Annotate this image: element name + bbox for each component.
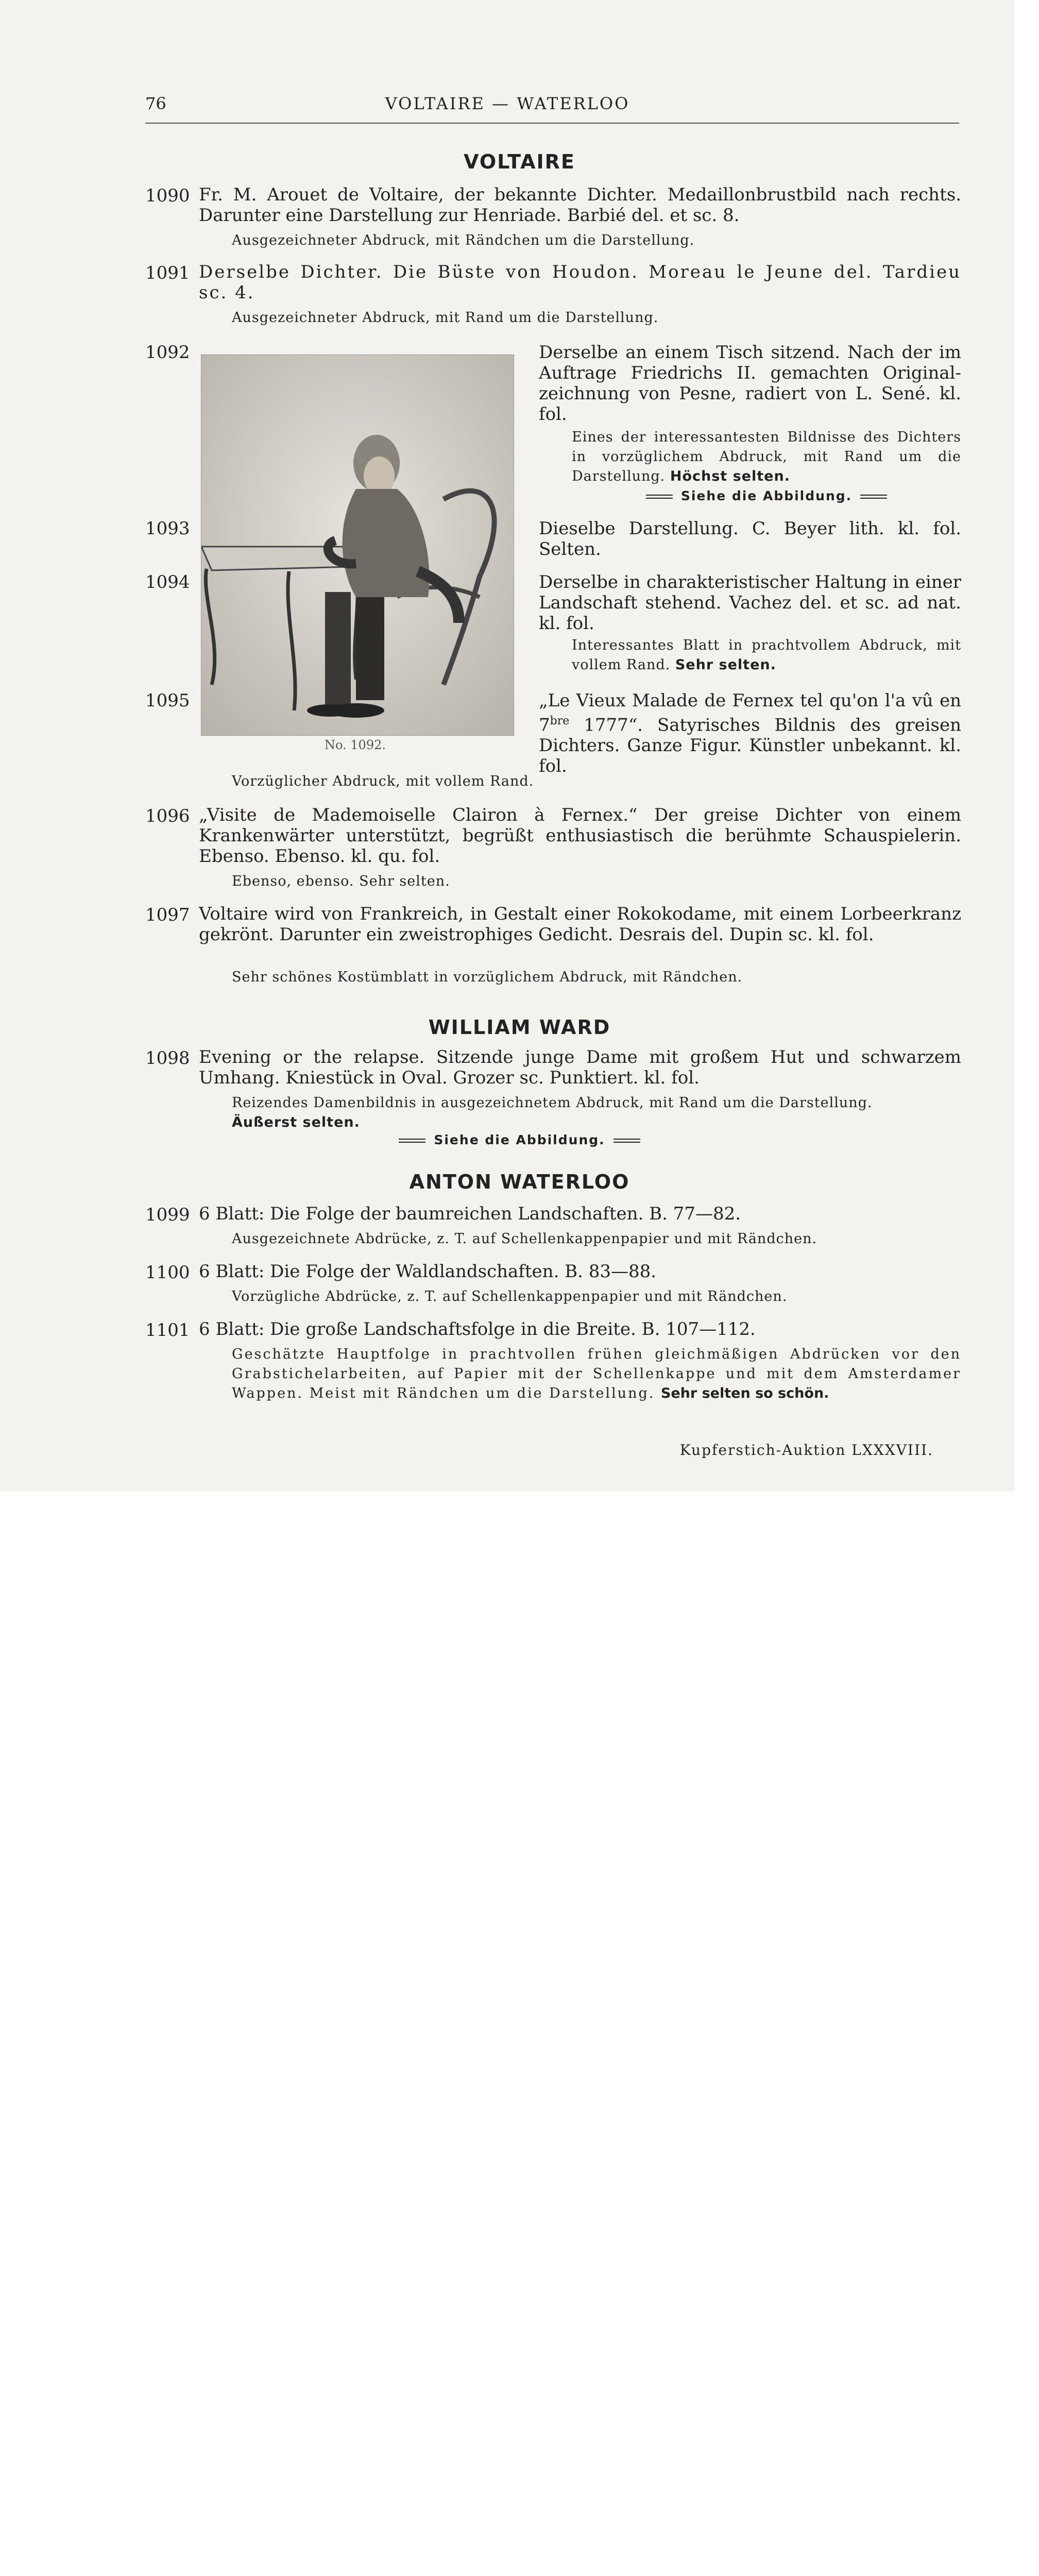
lot-note [572,428,961,486]
lot-description: Dieselbe Darstellung. C. Beyer lith. kl. fol. Selten. [539,518,961,560]
lot-note: Vorzüglicher Abdruck, mit vollem Rand. [232,773,534,789]
section-heading-waterloo: ANTON WATERLOO [409,1171,630,1193]
lot-note-text: Geschätzte Hauptfolge in prachtvollen frühen gleichmäßigen Abdrücken vor den Grabstichelarbeiten, auf Papier mit der Schellenkappe und mit dem Amsterdamer Wappen. Meist mit Rändchen um die Darstellung. [232,1346,961,1401]
header-rule [145,123,959,124]
lot-number: 1101 [145,1320,190,1341]
lot-number: 1094 [145,572,190,592]
catalog-signature: Kupferstich-Auktion LXXXVIII. [679,1442,933,1459]
lot-number: 1095 [145,690,190,711]
plate-caption: No. 1092. [325,738,386,752]
see-illustration-note [572,488,961,503]
lot-description: 6 Blatt: Die große Landschaftsfolge in die Breite. B. 107—112. [199,1319,756,1340]
lot-description [539,690,961,776]
lot-description-part: 1777“. Satyrisches Bildnis des greisen Dichters. Ganze Figur. Künstler unbekannt. kl. fol. [539,715,961,777]
rarity-note: Äußerst selten. [232,1114,360,1130]
digitization-footer [0,1492,1039,1579]
lot-number: 1097 [145,905,190,925]
lot-note: Sehr schönes Kostümblatt in vorzüglichem Abdruck, mit Rändchen. [232,969,743,985]
page-number: 76 [145,94,166,113]
lot-number: 1092 [145,342,190,363]
lot-number: 1093 [145,518,190,539]
double-rule [646,495,673,499]
double-rule [614,1139,640,1143]
lot-description: Derselbe in charakteristischer Haltung in einer Landschaft stehend. Vachez del. et sc. ad nat. kl. fol. [539,572,961,634]
lot-description: Derselbe an einem Tisch sitzend. Nach der im Auftrage Friedrichs II. gemachten Originalzeichnung von Pesne, radiert von L. Sené. kl. fol. [539,342,961,425]
section-heading-voltaire: VOLTAIRE [464,150,575,173]
lot-number: 1096 [145,806,190,826]
lot-description-part: „Le Vieux Malade de Fernex tel qu'on l'a vû en 7 [539,690,961,736]
lot-note-text: Eines der interessantesten Bildnisse des Dichters in vorzüglichem Abdruck, mit Rand um die Darstellung. [572,429,961,484]
lot-description: „Visite de Mademoiselle Clairon à Fernex.“ Der greise Dichter von einem Krankenwärter unterstützt, begrüßt enthusiastisch die berühmte Schauspielerin. Ebenso. Ebenso. kl. qu. fol. [199,805,961,867]
lot-description: Evening or the relapse. Sitzende junge Dame mit großem Hut und schwarzem Umhang. Kniestück in Oval. Grozer sc. Punktiert. kl. fol. [199,1047,961,1088]
lot-note-text: Reizendes Damenbildnis in ausgezeichnetem Abdruck, mit Rand um die Darstellung. [232,1095,873,1111]
lot-number: 1090 [145,185,190,206]
lot-number: 1100 [145,1262,190,1283]
lot-description: Derselbe Dichter. Die Büste von Houdon. Moreau le Jeune del. Tardieu sc. 4. [199,262,961,303]
lot-note: Vorzügliche Abdrücke, z. T. auf Schellenkappenpapier und mit Rändchen. [232,1289,788,1304]
lot-note [572,636,961,675]
see-illustration-note [0,1132,1039,1147]
lot-note [232,1093,961,1132]
see-illustration-text: Siehe die Abbildung. [680,488,853,503]
double-rule [399,1139,425,1143]
lot-note: Ebenso, ebenso. Sehr selten. [232,873,450,889]
voltaire-seated-illustration [201,355,514,735]
superscript: bre [550,715,570,727]
lot-description: 6 Blatt: Die Folge der baumreichen Landschaften. B. 77—82. [199,1204,741,1224]
rarity-note: Sehr selten so schön. [660,1385,829,1401]
portrait-plate-image [201,354,514,736]
lot-description: 6 Blatt: Die Folge der Waldlandschaften. B. 83—88. [199,1261,657,1282]
double-rule [860,495,887,499]
section-heading-ward: WILLIAM WARD [428,1016,611,1039]
rarity-note: Sehr selten. [675,657,776,673]
lot-note-text: Interessantes Blatt in prachtvollem Abdruck, mit vollem Rand. [572,637,961,673]
lot-note: Ausgezeichnete Abdrücke, z. T. auf Schellenkappenpapier und mit Rändchen. [232,1231,817,1247]
lot-number: 1098 [145,1048,190,1069]
lot-note: Ausgezeichneter Abdruck, mit Rändchen um die Darstellung. [232,232,695,248]
running-title: VOLTAIRE — WATERLOO [385,94,630,113]
lot-number: 1099 [145,1205,190,1225]
lot-number: 1091 [145,263,190,283]
rarity-note: Höchst selten. [670,468,790,484]
lot-description: Voltaire wird von Frankreich, in Gestalt einer Rokokodame, mit einem Lorbeerkranz gekrönt. Darunter ein zweistrophiges Gedicht. Desrais del. Dupin sc. kl. fol. [199,904,961,945]
lot-description: Fr. M. Arouet de Voltaire, der bekannte Dichter. Medaillonbrustbild nach rechts. Darunter eine Darstellung zur Henriade. Barbié del. et sc. 8. [199,184,961,226]
lot-note [232,1345,961,1403]
lot-note: Ausgezeichneter Abdruck, mit Rand um die Darstellung. [232,310,659,326]
see-illustration-text: Siehe die Abbildung. [434,1132,605,1147]
